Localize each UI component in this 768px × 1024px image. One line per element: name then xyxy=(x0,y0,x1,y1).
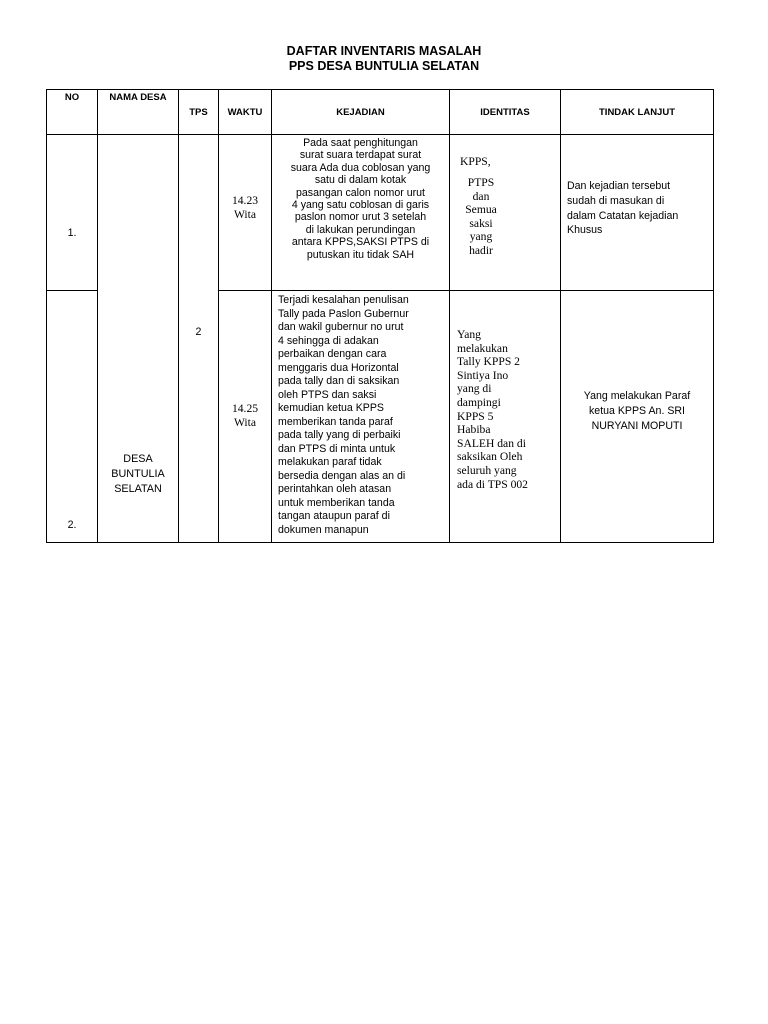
row1-tindak-line: Khusus xyxy=(567,224,603,237)
header-tindak-lanjut: TINDAK LANJUT xyxy=(561,90,714,135)
row2-identitas-line: Sintiya Ino xyxy=(457,368,509,382)
row2-tindak-line: NURYANI MOPUTI xyxy=(591,419,683,432)
header-waktu: WAKTU xyxy=(219,90,272,135)
document-title: DAFTAR INVENTARIS MASALAH xyxy=(286,44,482,58)
row2-kejadian-line: Tally pada Paslon Gubernur xyxy=(278,307,409,320)
row2-kejadian-line: menggaris dua Horizontal xyxy=(278,361,399,374)
row1-kejadian-line: surat suara terdapat surat xyxy=(299,149,422,162)
row2-waktu-zone: Wita xyxy=(233,415,257,429)
row2-kejadian-line: pada tally yang di perbaiki xyxy=(278,429,401,441)
row1-no-cell xyxy=(47,135,98,291)
inventory-table xyxy=(46,89,714,543)
row2-kejadian-line: bersedia dengan alas an di xyxy=(278,469,406,482)
header-no: NO xyxy=(47,90,98,135)
row2-kejadian-line: kemudian ketua KPPS xyxy=(278,402,384,414)
row2-identitas-line: dampingi xyxy=(457,395,501,409)
row2-kejadian-line: dan PTPS di minta untuk xyxy=(278,442,396,455)
row1-identitas-line: saksi xyxy=(469,216,493,230)
row2-tindak-lanjut-cell xyxy=(561,291,714,543)
row2-identitas-line: seluruh yang xyxy=(457,463,517,477)
row1-tindak-line: Dan kejadian tersebut xyxy=(567,180,671,192)
row1-kejadian-line: suara Ada dua coblosan yang xyxy=(290,161,431,174)
row2-no-cell xyxy=(47,291,98,543)
row1-identitas-line: KPPS, xyxy=(460,155,491,168)
row2-kejadian-line: Terjadi kesalahan penulisan xyxy=(278,294,409,306)
row2-identitas-line: Tally KPPS 2 xyxy=(457,355,520,369)
row1-kejadian-line: putuskan itu tidak SAH xyxy=(306,248,415,261)
header-nama-desa: NAMA DESA xyxy=(98,90,179,135)
header-tps: TPS xyxy=(179,90,219,135)
nama-desa-line-1: DESA xyxy=(123,453,153,465)
row2-waktu-cell xyxy=(219,291,272,543)
nama-desa-line-3: SELATAN xyxy=(114,483,162,495)
row1-kejadian-line: 4 yang satu coblosan di garis xyxy=(291,199,430,212)
row1-identitas-line: hadir xyxy=(469,243,493,257)
row1-identitas-cell xyxy=(450,135,561,291)
row2-kejadian-line: perintahkan oleh atasan xyxy=(278,483,392,495)
tps-value: 2 xyxy=(195,326,202,338)
row1-kejadian-cell xyxy=(272,135,450,291)
row2-kejadian-line: dokumen manapun xyxy=(278,523,369,536)
row2-identitas-line: yang di xyxy=(457,382,492,396)
row2-kejadian-line: untuk memberikan tanda xyxy=(278,496,395,509)
row2-kejadian-cell xyxy=(272,291,450,543)
row2-kejadian-line: tangan ataupun paraf di xyxy=(278,510,390,522)
row2-kejadian-line: melakukan paraf tidak xyxy=(278,456,382,468)
row1-tindak-line: sudah di masukan di xyxy=(567,194,665,207)
row2-identitas-cell xyxy=(450,291,561,543)
row2-kejadian-line: pada tally dan di saksikan xyxy=(278,375,400,387)
row2-identitas-line: melakukan xyxy=(457,341,508,355)
row2-no: 2. xyxy=(67,519,77,531)
row2-kejadian-line: perbaikan dengan cara xyxy=(278,348,387,360)
row2-kejadian-line: memberikan tanda paraf xyxy=(278,415,393,428)
row2-identitas-line: Habiba xyxy=(457,423,491,437)
table-header-row xyxy=(47,90,714,135)
row1-tindak-line: dalam Catatan kejadian xyxy=(567,209,679,222)
table-row xyxy=(47,135,714,291)
row2-identitas-line: SALEH dan di xyxy=(457,436,526,450)
row2-identitas-line: saksikan Oleh xyxy=(457,450,523,464)
row1-waktu-zone: Wita xyxy=(233,207,257,221)
row1-waktu-cell xyxy=(219,135,272,291)
row1-identitas-line: yang xyxy=(469,230,493,243)
row1-kejadian-line: paslon nomor urut 3 setelah xyxy=(294,211,427,224)
row1-waktu-time: 14.23 xyxy=(231,194,259,207)
header-kejadian: KEJADIAN xyxy=(272,90,450,135)
row1-no: 1. xyxy=(67,227,77,239)
row2-kejadian-line: oleh PTPS dan saksi xyxy=(278,388,377,401)
nama-desa-cell xyxy=(98,135,179,543)
row2-identitas-line: Yang xyxy=(457,328,481,341)
row1-kejadian-line: pasangan calon nomor urut xyxy=(296,186,425,199)
row1-identitas-line: PTPS xyxy=(467,176,495,189)
row1-tindak-lanjut-cell xyxy=(561,135,714,291)
row1-kejadian-line: satu di dalam kotak xyxy=(314,174,407,187)
row2-kejadian-line: 4 sehingga di adakan xyxy=(278,334,379,347)
nama-desa-line-2: BUNTULIA xyxy=(111,468,165,480)
row1-kejadian-line: Pada saat penghitungan xyxy=(303,137,418,149)
row1-identitas-line: Semua xyxy=(465,203,497,216)
row2-waktu-time: 14.25 xyxy=(231,402,259,415)
document-subtitle: PPS DESA BUNTULIA SELATAN xyxy=(288,59,480,73)
row2-identitas-line: KPPS 5 xyxy=(457,409,494,423)
row1-identitas-line: dan xyxy=(472,189,490,203)
row2-tindak-line: ketua KPPS An. SRI xyxy=(589,404,685,417)
row2-identitas-line: ada di TPS 002 xyxy=(457,477,528,491)
row1-kejadian-line: di lakukan perundingan xyxy=(305,223,416,236)
row1-kejadian-line: antara KPPS,SAKSI PTPS di xyxy=(291,236,430,249)
row2-kejadian-line: dan wakil gubernur no urut xyxy=(278,321,404,333)
header-identitas: IDENTITAS xyxy=(450,90,561,135)
tps-cell xyxy=(179,135,219,543)
row2-tindak-line: Yang melakukan Paraf xyxy=(583,390,691,402)
